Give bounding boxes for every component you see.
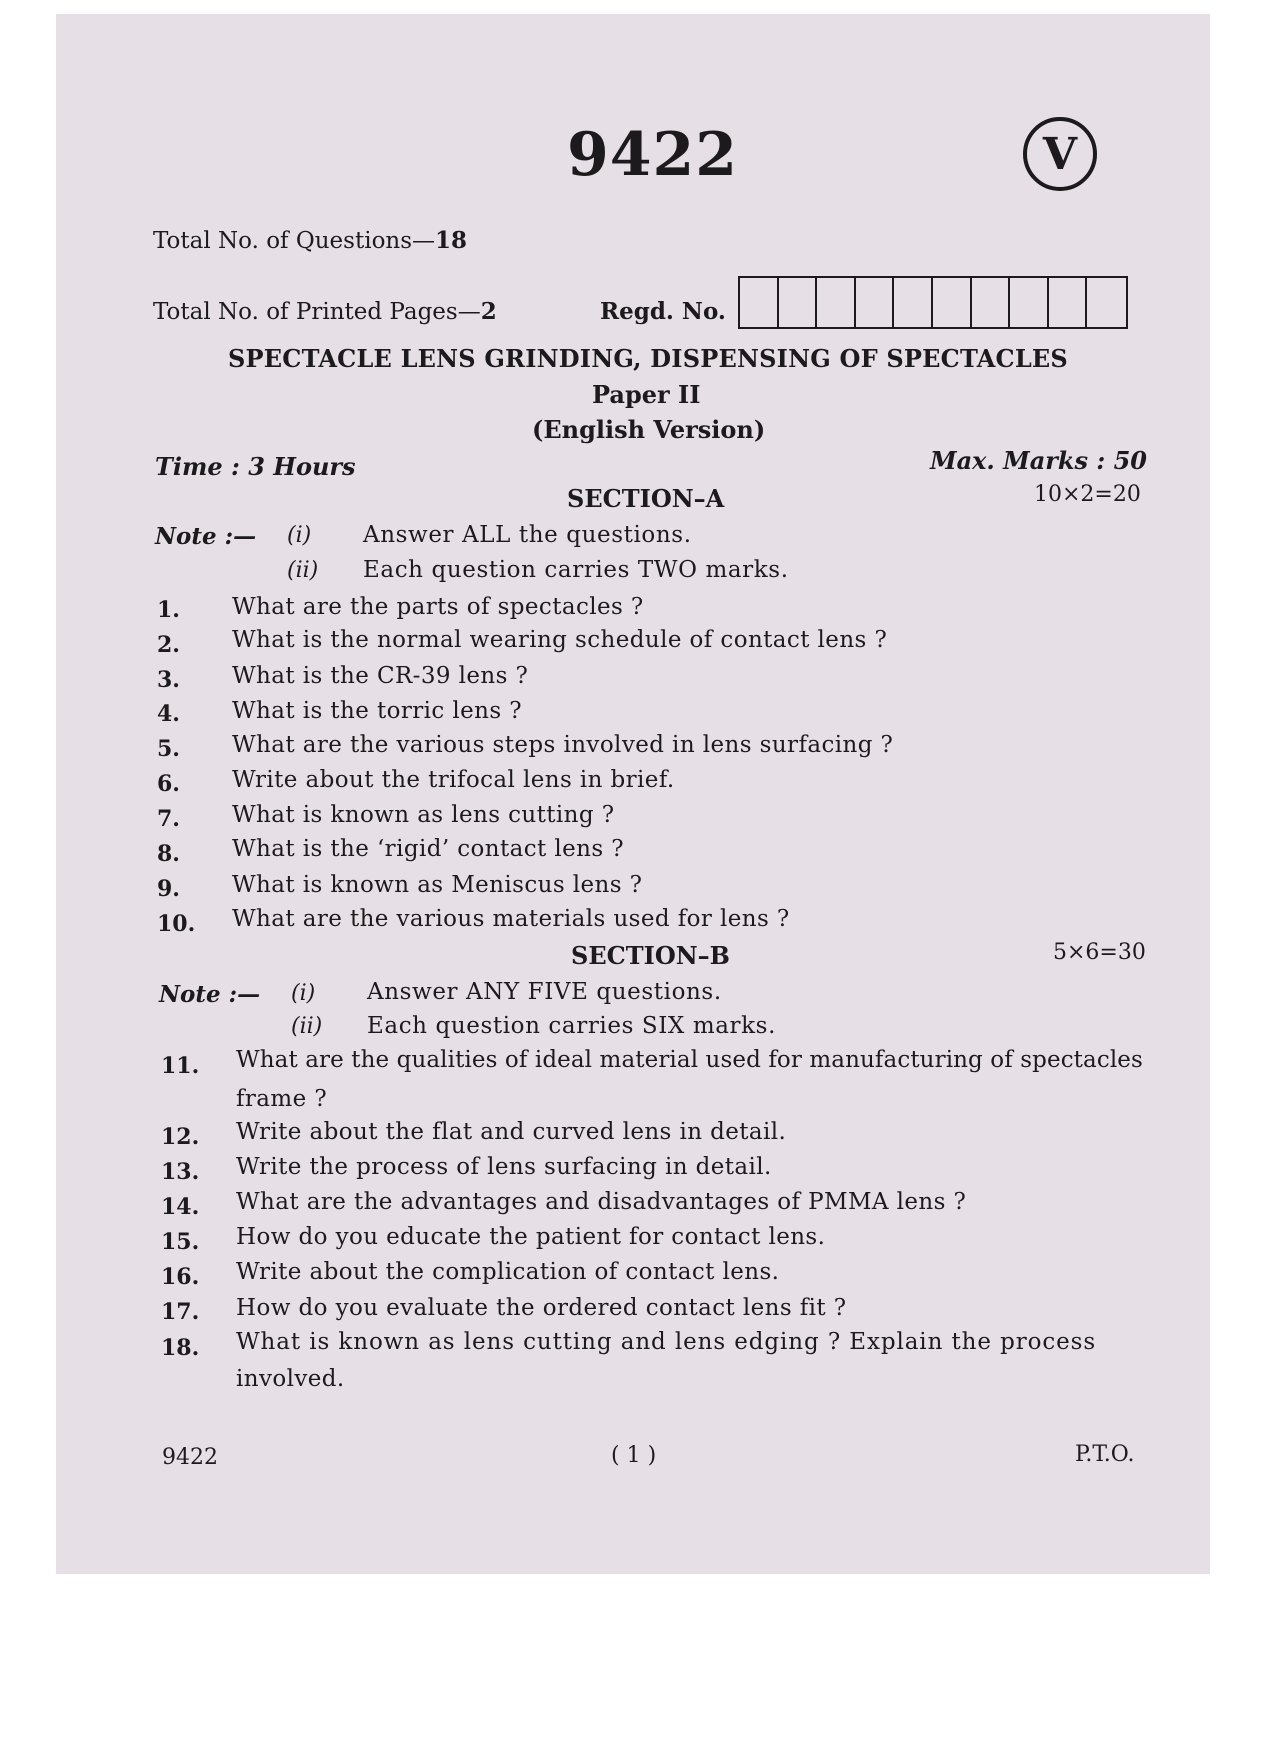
question-text: What are the qualities of ideal material used for manufacturing of spectacles — [236, 1047, 1143, 1073]
regd-digit-box[interactable] — [894, 278, 933, 327]
question-text: What is known as lens cutting and lens edging ? Explain the process — [236, 1329, 1097, 1355]
question-text: How do you educate the patient for contact lens. — [236, 1224, 826, 1250]
regd-digit-box[interactable] — [972, 278, 1011, 327]
question-number: 15. — [161, 1229, 200, 1255]
question-text: Write about the trifocal lens in brief. — [232, 767, 675, 793]
question-text: Write about the flat and curved lens in detail. — [236, 1119, 787, 1145]
question-number: 18. — [161, 1335, 200, 1361]
question-text: What is the ‘rigid’ contact lens ? — [232, 836, 625, 862]
section-b-title: SECTION–B — [571, 941, 730, 970]
question-text-continued: frame ? — [236, 1086, 328, 1112]
note-text: Answer ANY FIVE questions. — [367, 979, 722, 1005]
question-text: What is known as Meniscus lens ? — [232, 872, 643, 898]
note-text: Each question carries TWO marks. — [363, 557, 789, 583]
question-number: 10. — [157, 911, 196, 937]
question-text: What is known as lens cutting ? — [232, 802, 615, 828]
time-allowed: Time : 3 Hours — [155, 452, 356, 481]
question-number: 1. — [157, 597, 180, 623]
question-number: 5. — [157, 736, 180, 762]
regd-no-boxes[interactable] — [738, 276, 1128, 329]
question-text: What are the various steps involved in lens surfacing ? — [232, 732, 894, 758]
question-text: Write about the complication of contact lens. — [236, 1259, 780, 1285]
question-text: What is the CR-39 lens ? — [232, 663, 529, 689]
question-number: 4. — [157, 701, 180, 727]
section-a-marks: 10×2=20 — [1034, 482, 1141, 507]
note-number: (ii) — [291, 1014, 323, 1039]
question-number: 8. — [157, 841, 180, 867]
regd-digit-box[interactable] — [817, 278, 856, 327]
section-b-marks: 5×6=30 — [1053, 940, 1146, 965]
question-number: 3. — [157, 667, 180, 693]
note-text: Each question carries SIX marks. — [367, 1013, 776, 1039]
footer-paper-code: 9422 — [162, 1445, 218, 1470]
question-number: 13. — [161, 1159, 200, 1185]
note-text: Answer ALL the questions. — [363, 522, 692, 548]
note-number: (ii) — [287, 558, 319, 583]
question-number: 11. — [161, 1053, 200, 1079]
subject-title: SPECTACLE LENS GRINDING, DISPENSING OF SPECTACLES — [228, 344, 1068, 373]
question-text: Write the process of lens surfacing in detail. — [236, 1154, 772, 1180]
note-number: (i) — [291, 981, 316, 1006]
language-version: (English Version) — [532, 415, 766, 444]
paper-number: Paper II — [592, 380, 701, 409]
regd-no-label: Regd. No. — [600, 298, 726, 325]
section-b-note-label: Note :— — [159, 981, 261, 1008]
question-text: What is the torric lens ? — [232, 698, 523, 724]
max-marks: Max. Marks : 50 — [930, 446, 1148, 475]
question-number: 7. — [157, 806, 180, 832]
question-number: 6. — [157, 771, 180, 797]
question-text: What are the various materials used for lens ? — [232, 906, 790, 932]
note-number: (i) — [287, 523, 312, 548]
question-number: 17. — [161, 1299, 200, 1325]
regd-digit-box[interactable] — [779, 278, 818, 327]
section-a-note-label: Note :— — [155, 523, 257, 550]
regd-digit-box[interactable] — [1049, 278, 1088, 327]
question-number: 14. — [161, 1194, 200, 1220]
question-number: 16. — [161, 1264, 200, 1290]
total-questions: Total No. of Questions—18 — [153, 227, 468, 254]
question-text: How do you evaluate the ordered contact lens fit ? — [236, 1295, 847, 1321]
regd-digit-box[interactable] — [740, 278, 779, 327]
page-number: ( 1 ) — [611, 1443, 657, 1468]
question-text: What are the parts of spectacles ? — [232, 594, 644, 620]
question-number: 2. — [157, 632, 180, 658]
regd-digit-box[interactable] — [856, 278, 895, 327]
total-pages: Total No. of Printed Pages—2 — [153, 298, 497, 325]
regd-digit-box[interactable] — [1010, 278, 1049, 327]
paper-code: 9422 — [567, 120, 738, 190]
regd-digit-box[interactable] — [1087, 278, 1126, 327]
question-text-continued: involved. — [236, 1366, 345, 1392]
regd-digit-box[interactable] — [933, 278, 972, 327]
version-badge: V — [1023, 117, 1097, 191]
question-text: What are the advantages and disadvantages of PMMA lens ? — [236, 1189, 967, 1215]
section-a-title: SECTION–A — [567, 484, 725, 513]
question-text: What is the normal wearing schedule of contact lens ? — [232, 627, 888, 653]
question-number: 9. — [157, 876, 180, 902]
question-number: 12. — [161, 1124, 200, 1150]
please-turn-over: P.T.O. — [1075, 1442, 1135, 1467]
